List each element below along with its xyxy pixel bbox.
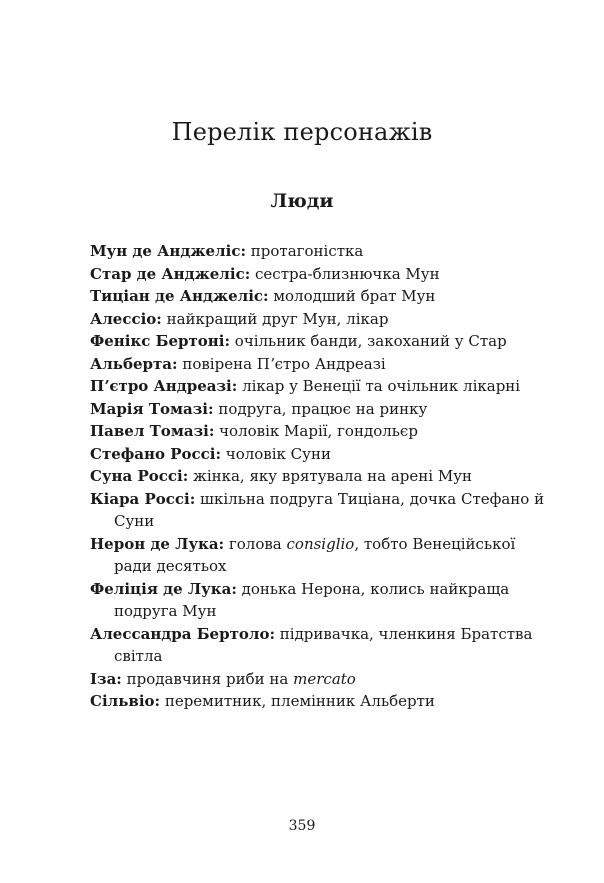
character-description: чоловік Суни [221,444,331,463]
list-item [90,420,550,443]
character-list [90,240,550,713]
list-item [90,465,550,488]
character-description: очільник банди, закоханий у Стар [230,332,507,350]
list-item [90,443,550,466]
page-number: 359 [288,818,316,834]
list-item [90,668,550,691]
character-name: Мун де Анджеліс: [90,242,246,260]
character-name: Марія Томазі: [90,399,214,418]
character-name: Кіара Россі: [90,489,196,508]
italic-term: mercato [293,669,356,688]
description-text: продавчиня риби на [121,669,294,688]
character-description: повірена Пʼєтро Андреазі [177,354,386,373]
character-name: Стар де Анджеліс: [90,264,251,283]
character-name: Феліція де Лука: [90,579,237,598]
character-description: протагоністка [246,242,364,260]
list-item [90,375,550,398]
character-description: найкращий друг Мун, лікар [161,309,389,328]
character-description: сестра-близнючка Мун [250,264,440,283]
list-item [90,308,550,331]
list-item [90,398,550,421]
character-description: чоловік Марії, гондольєр [214,422,418,440]
list-item [90,285,550,308]
character-description: подруга, працює на ринку [213,399,428,418]
description-text: голова [224,534,287,553]
list-item [90,690,550,713]
list-item [90,240,550,263]
character-name: Суна Россі: [90,467,189,485]
character-description: підривачка, членкиня Братства світла [114,624,533,665]
list-item [90,353,550,376]
character-name: Фенікс Бертоні: [90,332,231,350]
character-name: Павел Томазі: [90,422,215,440]
list-item [90,578,550,623]
character-name: Іза: [90,669,122,688]
page-title: Перелік персонажів [171,118,433,146]
character-name: Стефано Россі: [90,444,222,463]
character-description: жінка, яку врятувала на арені Мун [188,467,473,485]
character-description: донька Нерона, колись найкраща подруга Мун [114,579,510,620]
list-item [90,263,550,286]
character-name: Нерон де Лука: [90,534,225,553]
character-description: молодший брат Мун [268,287,436,305]
character-description: перемитник, племінник Альберти [160,692,435,710]
character-name: Сільвіо: [90,692,161,710]
list-item [90,533,550,578]
character-name: Альберта: [90,354,178,373]
character-name: Пʼєтро Андреазі: [90,377,238,395]
character-name: Алессандра Бертоло: [90,624,275,643]
section-title: Люди [270,190,334,212]
character-name: Тиціан де Анджеліс: [90,287,269,305]
character-description: лікар у Венеції та очільник лікарні [237,377,521,395]
list-item [90,330,550,353]
character-description [122,670,356,688]
character-description: шкільна подруга Тиціана, дочка Стефано й Суни [114,489,545,530]
list-item [90,623,550,668]
description-text: , тобто Венеційської ради десятьох [114,534,516,575]
italic-term: consiglio [286,534,355,553]
character-name: Алессіо: [90,309,162,328]
list-item [90,488,550,533]
